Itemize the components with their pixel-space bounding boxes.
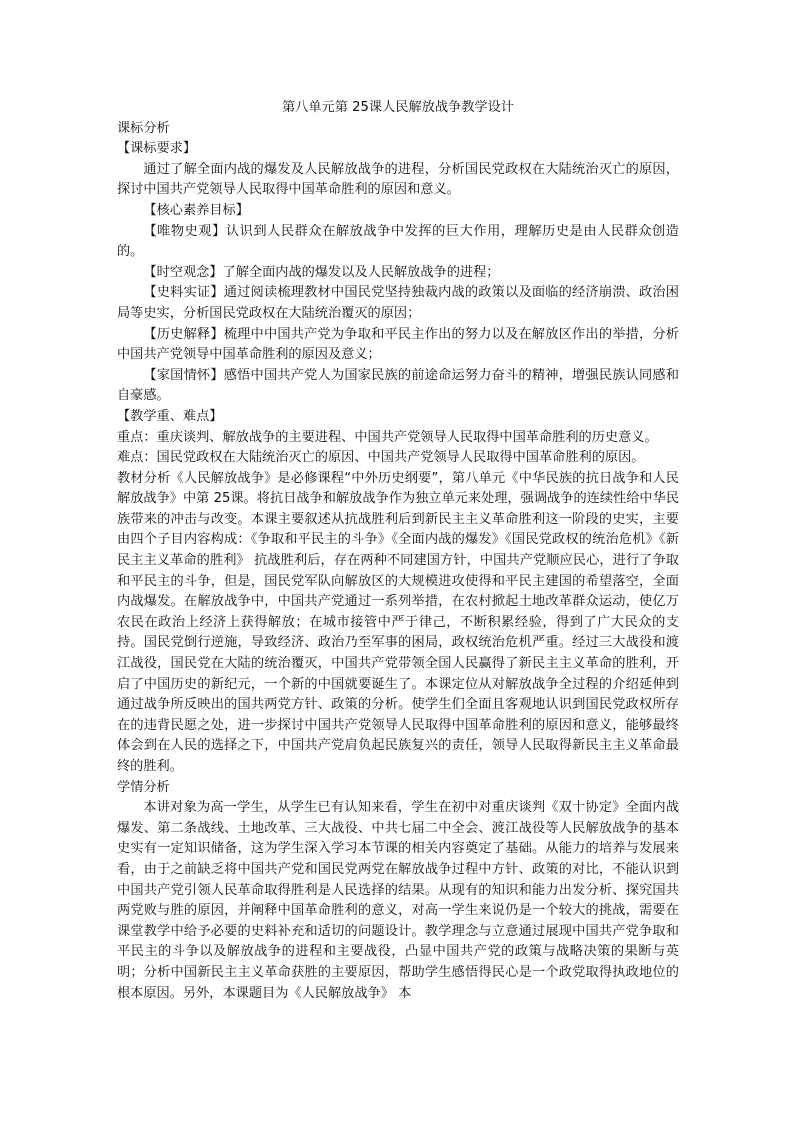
paragraph-shiliao-shizheng: 【史料实证】通过阅读梳理教材中国民党坚持独裁内战的政策以及面临的经济崩溃、政治困局等史实，分析国民党政权在大陆统治覆灭的原因； [117,285,679,321]
subheading-zhong-nandian: 【教学重、难点】 [117,408,223,424]
paragraph-nandian: 难点：国民党政权在大陆统治灭亡的原因、中国共产党领导人民取得中国革命胜利的原因。 [117,450,645,466]
paragraph-jiaocai-fenxi: 教材分析《人民解放战争》是必修课程“中外历史纲要”，第八单元《中华民族的抗日战争和人民解放战争》中第 25课。将抗日战争和解放战争作为独立单元来处理，强调战争的连续性给中华民族带来的冲击与改变。本课主要叙述从抗战胜利后到新民主主义革命胜利这一阶段的史实，主要由四个子目内容构成：《争取和平民主的斗争》《全面内战的爆发》《国民党政权的统治危机》《新民主主义革命的胜利》 抗战胜利后，存在两种不同建国方针，中国共产党顺应民心，进行了争取和平民主的斗争，但是，国民党军队向解放区的大规模进攻使得和平民主建国的希望落空，全面内战爆发。在解放战争中，中国共产党通过一系列举措，在农村掀起土地改革群众运动，使亿万农民在政治上经济上获得解放；在城市接管中严于律己，不断积累经验，得到了广大民众的支持。国民党倒行逆施，导致经济、政治乃至军事的困局，政权统治危机严重。经过三大战役和渡江战役，国民党在大陆的统治覆灭，中国共产党带领全国人民赢得了新民主主义革命的胜利，开启了中国历史的新纪元，一个新的中国就要诞生了。本课定位从对解放战争全过程的介绍延伸到通过战争所反映出的国共两党方针、政策的分析。使学生们全面且客观地认识到国民党政权所存在的违背民愿之处，进一步探讨中国共产党领导人民取得中国革命胜利的原因和意义，能够最终体会到在人民的选择之下，中国共产党肩负起民族复兴的责任，领导人民取得新民主主义革命最终的胜利。 [117,470,679,774]
subheading-kebiao-yaoqiu: 【课标要求】 [117,141,197,157]
section-heading-xueqing: 学情分析 [117,779,170,795]
doc-title: 第八单元第 25课人民解放战争教学设计 [282,100,514,115]
paragraph-weiwu-shiguan: 【唯物史观】认识到人民群众在解放战争中发挥的巨大作用，理解历史是由人民群众创造的。 [117,223,679,260]
document-page [117,98,679,1004]
subheading-hexin-suyang: 【核心素养目标】 [143,202,249,218]
paragraph-xueqing-fenxi: 本讲对象为高一学生，从学生已有认知来看，学生在初中对重庆谈判《双十协定》全面内战爆发、第二条战线、土地改革、三大战役、中共七届二中全会、渡江战役等人民解放战争的基本史实有一定知识储备，这为学生深入学习本节课的相关内容奠定了基础。从能力的培养与发展来看，由于之前缺乏将中国共产党和国民党两党在解放战争过程中方针、政策的对比，不能认识到中国共产党引领人民革命取得胜利是人民选择的结果。从现有的知识和能力出发分析、探究国共两党败与胜的原因，并阐释中国革命胜利的意义，对高一学生来说仍是一个较大的挑战，需要在课堂教学中给予必要的史料补充和适切的问题设计。教学理念与立意通过展现中国共产党争取和平民主的斗争以及解放战争的进程和主要战役，凸显中国共产党的政策与战略决策的果断与英明；分析中国新民主主义革命获胜的主要原因，帮助学生感悟得民心是一个政党取得执政地位的根本原因。另外，本课题目为《人民解放战争》 本 [117,800,679,1001]
paragraph-kebiao-yaoqiu: 通过了解全面内战的爆发及人民解放战争的进程，分析国民党政权在大陆统治灭亡的原因，探讨中国共产党领导人民取得中国革命胜利的原因和意义。 [117,161,679,198]
paragraph-jiaguo-qinghuai: 【家国情怀】感悟中国共产党人为国家民族的前途命运努力奋斗的精神，增强民族认同感和自豪感。 [117,367,679,404]
paragraph-lishi-jieshi: 【历史解释】梳理中中国共产党为争取和平民主作出的努力以及在解放区作出的举措，分析中国共产党领导中国革命胜利的原因及意义； [117,326,679,363]
paragraph-zhongdian: 重点：重庆谈判、解放战争的主要进程、中国共产党领导人民取得中国革命胜利的历史意义。 [117,429,658,445]
paragraph-shikong-guannian: 【时空观念】了解全面内战的爆发以及人民解放战争的进程； [143,264,500,280]
section-heading-kebiao: 课标分析 [117,120,170,136]
